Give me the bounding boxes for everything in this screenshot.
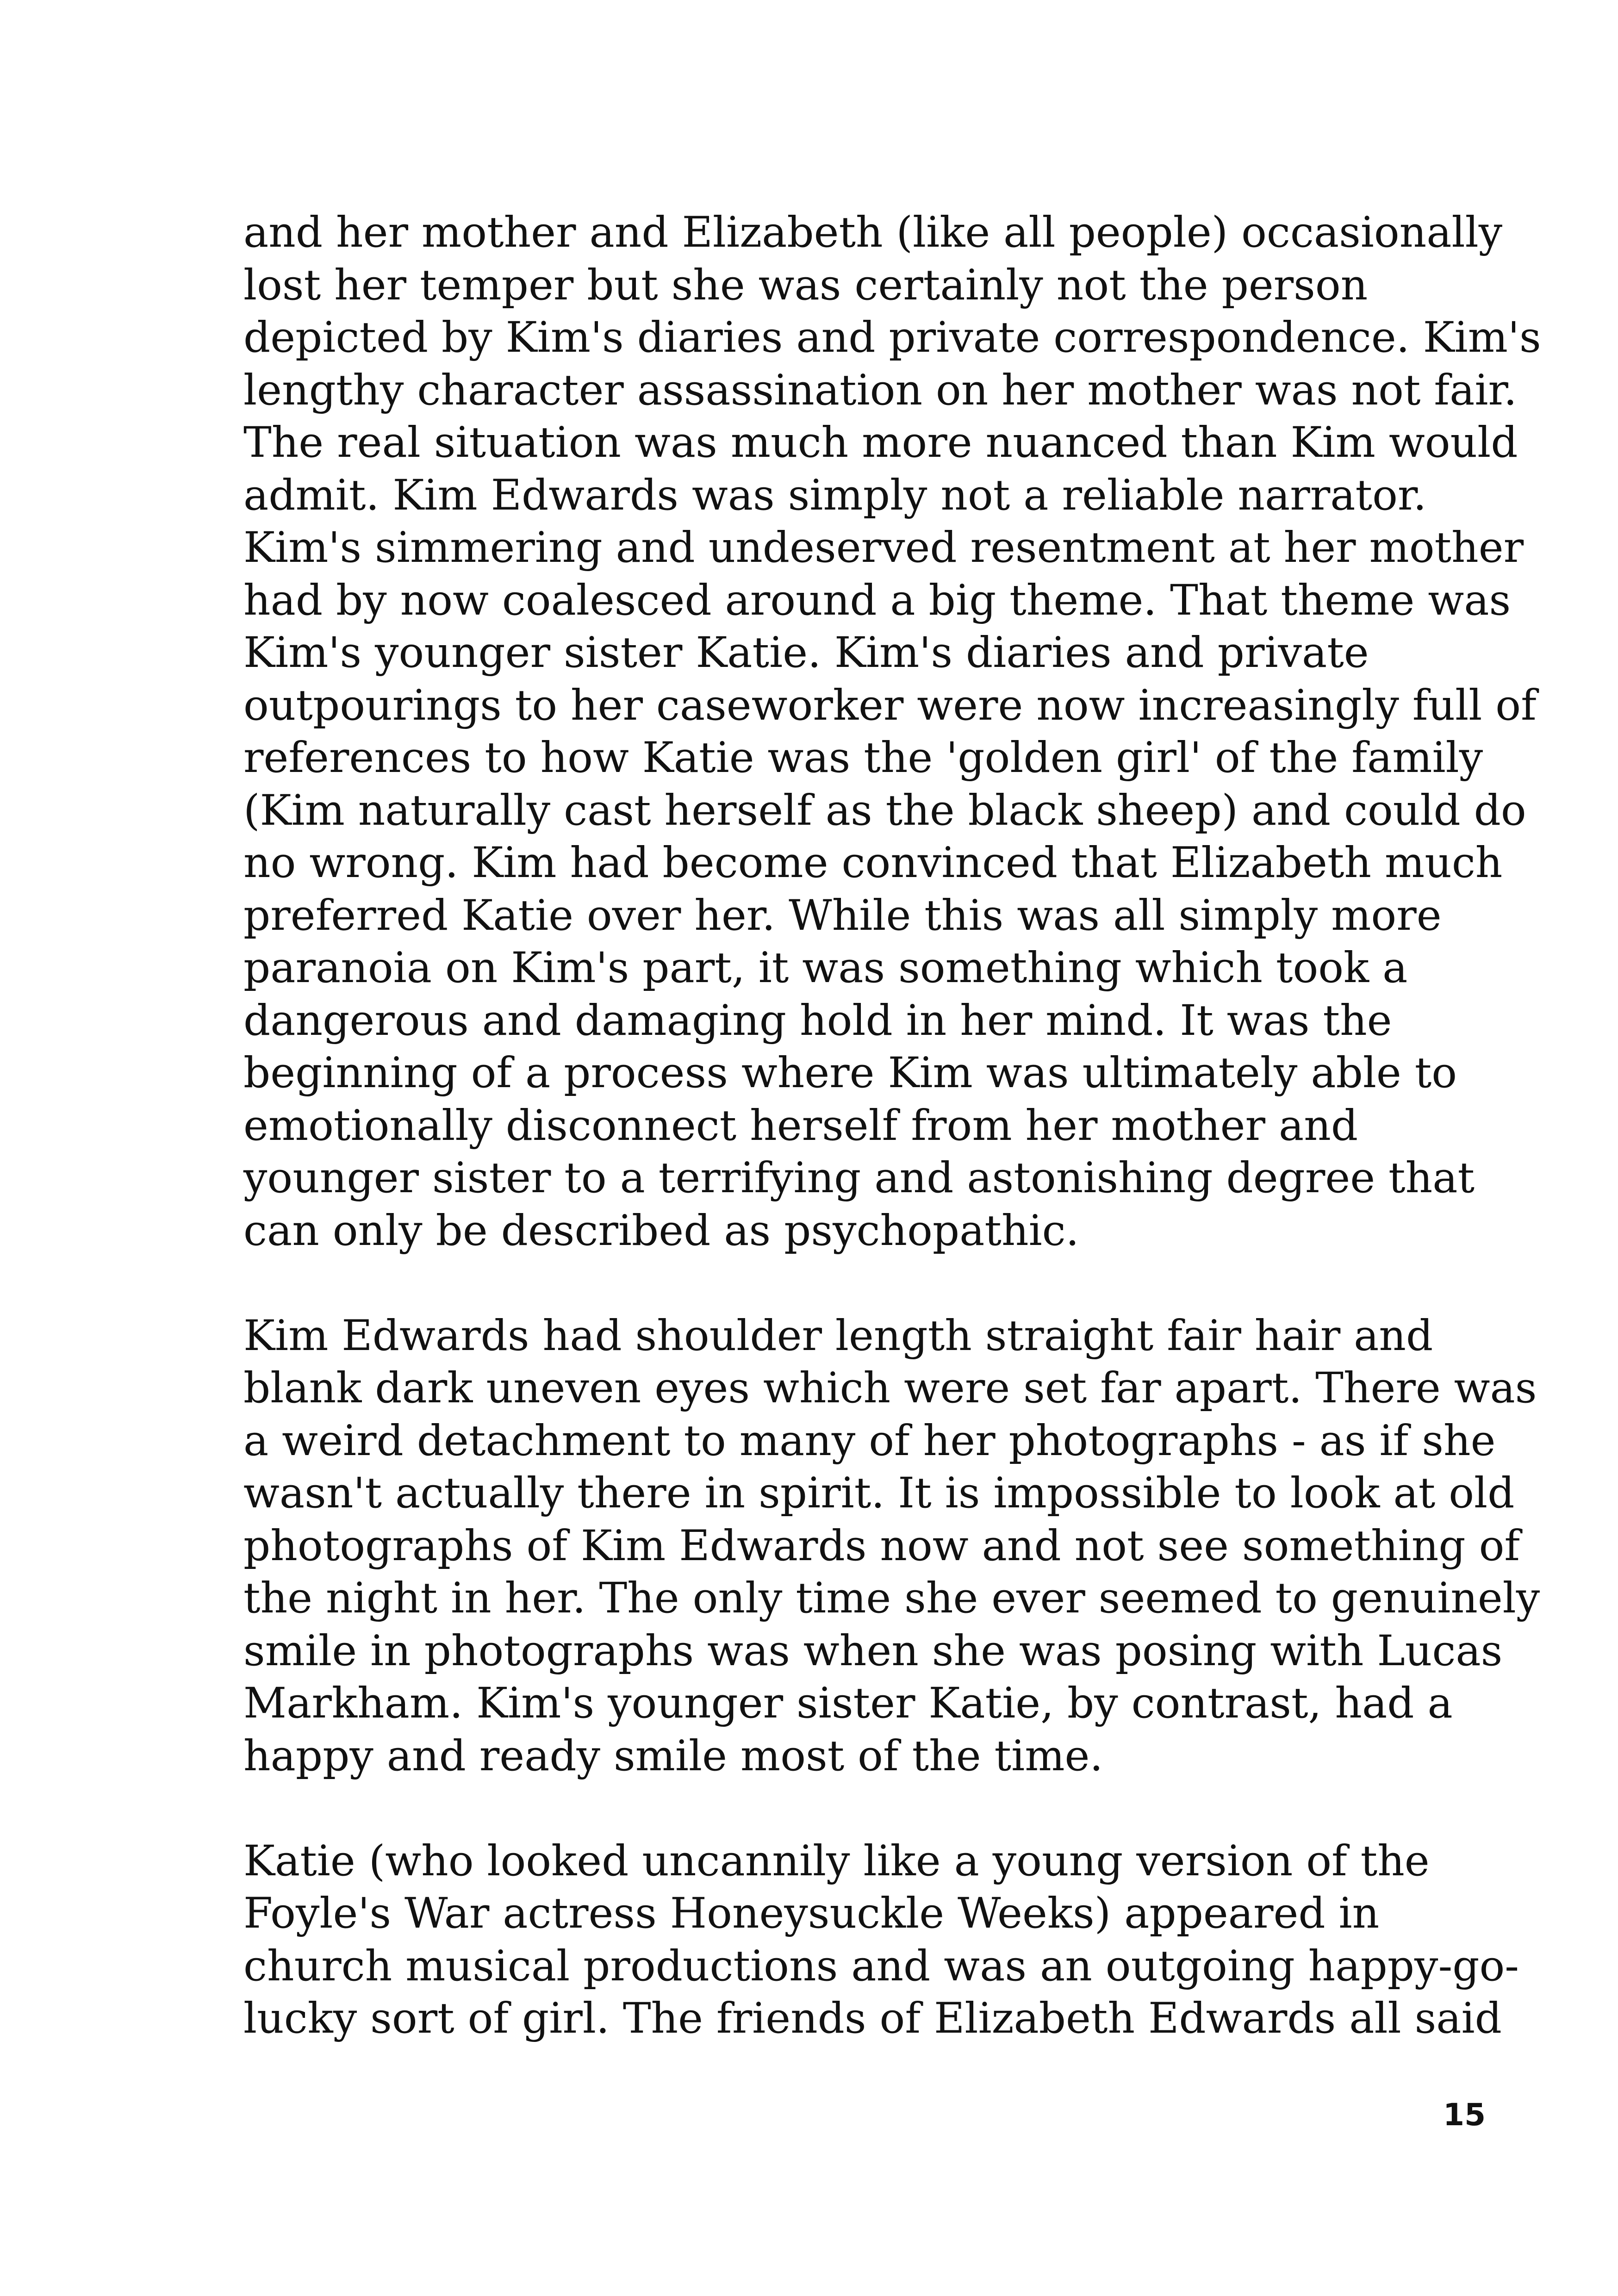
text-line: wasn't actually there in spirit. It is impossible to look at old — [243, 1469, 1515, 1518]
text-line: dangerous and damaging hold in her mind. It was the — [243, 996, 1392, 1045]
text-line: emotionally disconnect herself from her mother and — [243, 1101, 1358, 1150]
text-line: the night in her. The only time she ever seemed to genuinely — [243, 1574, 1540, 1623]
text-line: no wrong. Kim had become convinced that Elizabeth much — [243, 839, 1503, 887]
text-line: admit. Kim Edwards was simply not a reliable narrator. — [243, 471, 1427, 520]
text-line: outpourings to her caseworker were now increasingly full of — [243, 681, 1537, 730]
text-line: paranoia on Kim's part, it was something which took a — [243, 944, 1408, 992]
paragraph — [243, 1835, 1519, 2045]
text-line: a weird detachment to many of her photographs - as if she — [243, 1416, 1496, 1465]
text-line: Kim's simmering and undeserved resentment at her mother — [243, 523, 1524, 572]
paragraph — [243, 1310, 1540, 1783]
text-line: lengthy character assassination on her mother was not fair. — [243, 366, 1517, 415]
text-line: Kim's younger sister Katie. Kim's diaries and private — [243, 628, 1369, 677]
text-line: had by now coalesced around a big theme. That theme was — [243, 576, 1511, 625]
text-line: references to how Katie was the 'golden girl' of the family — [243, 734, 1483, 782]
text-line: happy and ready smile most of the time. — [243, 1731, 1103, 1780]
text-line: The real situation was much more nuanced than Kim would — [243, 418, 1518, 467]
text-line: lost her temper but she was certainly not the person — [243, 261, 1368, 310]
text-line: smile in photographs was when she was posing with Lucas — [243, 1626, 1503, 1675]
text-line: Kim Edwards had shoulder length straight fair hair and — [243, 1311, 1433, 1360]
text-line: younger sister to a terrifying and astonishing degree that — [243, 1154, 1475, 1202]
text-line: and her mother and Elizabeth (like all people) occasionally — [243, 208, 1503, 257]
body-text — [243, 206, 1541, 2097]
text-line: blank dark uneven eyes which were set far apart. There was — [243, 1364, 1537, 1412]
page-number: 15 — [1443, 2097, 1486, 2133]
text-line: Foyle's War actress Honeysuckle Weeks) appeared in — [243, 1889, 1380, 1938]
text-line: (Kim naturally cast herself as the black sheep) and could do — [243, 786, 1526, 835]
text-line: photographs of Kim Edwards now and not see something of — [243, 1521, 1520, 1570]
text-line: lucky sort of girl. The friends of Elizabeth Edwards all said — [243, 1994, 1502, 2043]
text-line: preferred Katie over her. While this was all simply more — [243, 891, 1442, 940]
text-line: church musical productions and was an outgoing happy-go- — [243, 1941, 1519, 1991]
text-line: Markham. Kim's younger sister Katie, by contrast, had a — [243, 1679, 1453, 1728]
text-line: depicted by Kim's diaries and private correspondence. Kim's — [243, 313, 1541, 362]
paragraph — [243, 206, 1541, 1257]
text-line: can only be described as psychopathic. — [243, 1206, 1079, 1255]
text-line: beginning of a process where Kim was ultimately able to — [243, 1049, 1457, 1097]
text-line: Katie (who looked uncannily like a young version of the — [243, 1836, 1430, 1885]
